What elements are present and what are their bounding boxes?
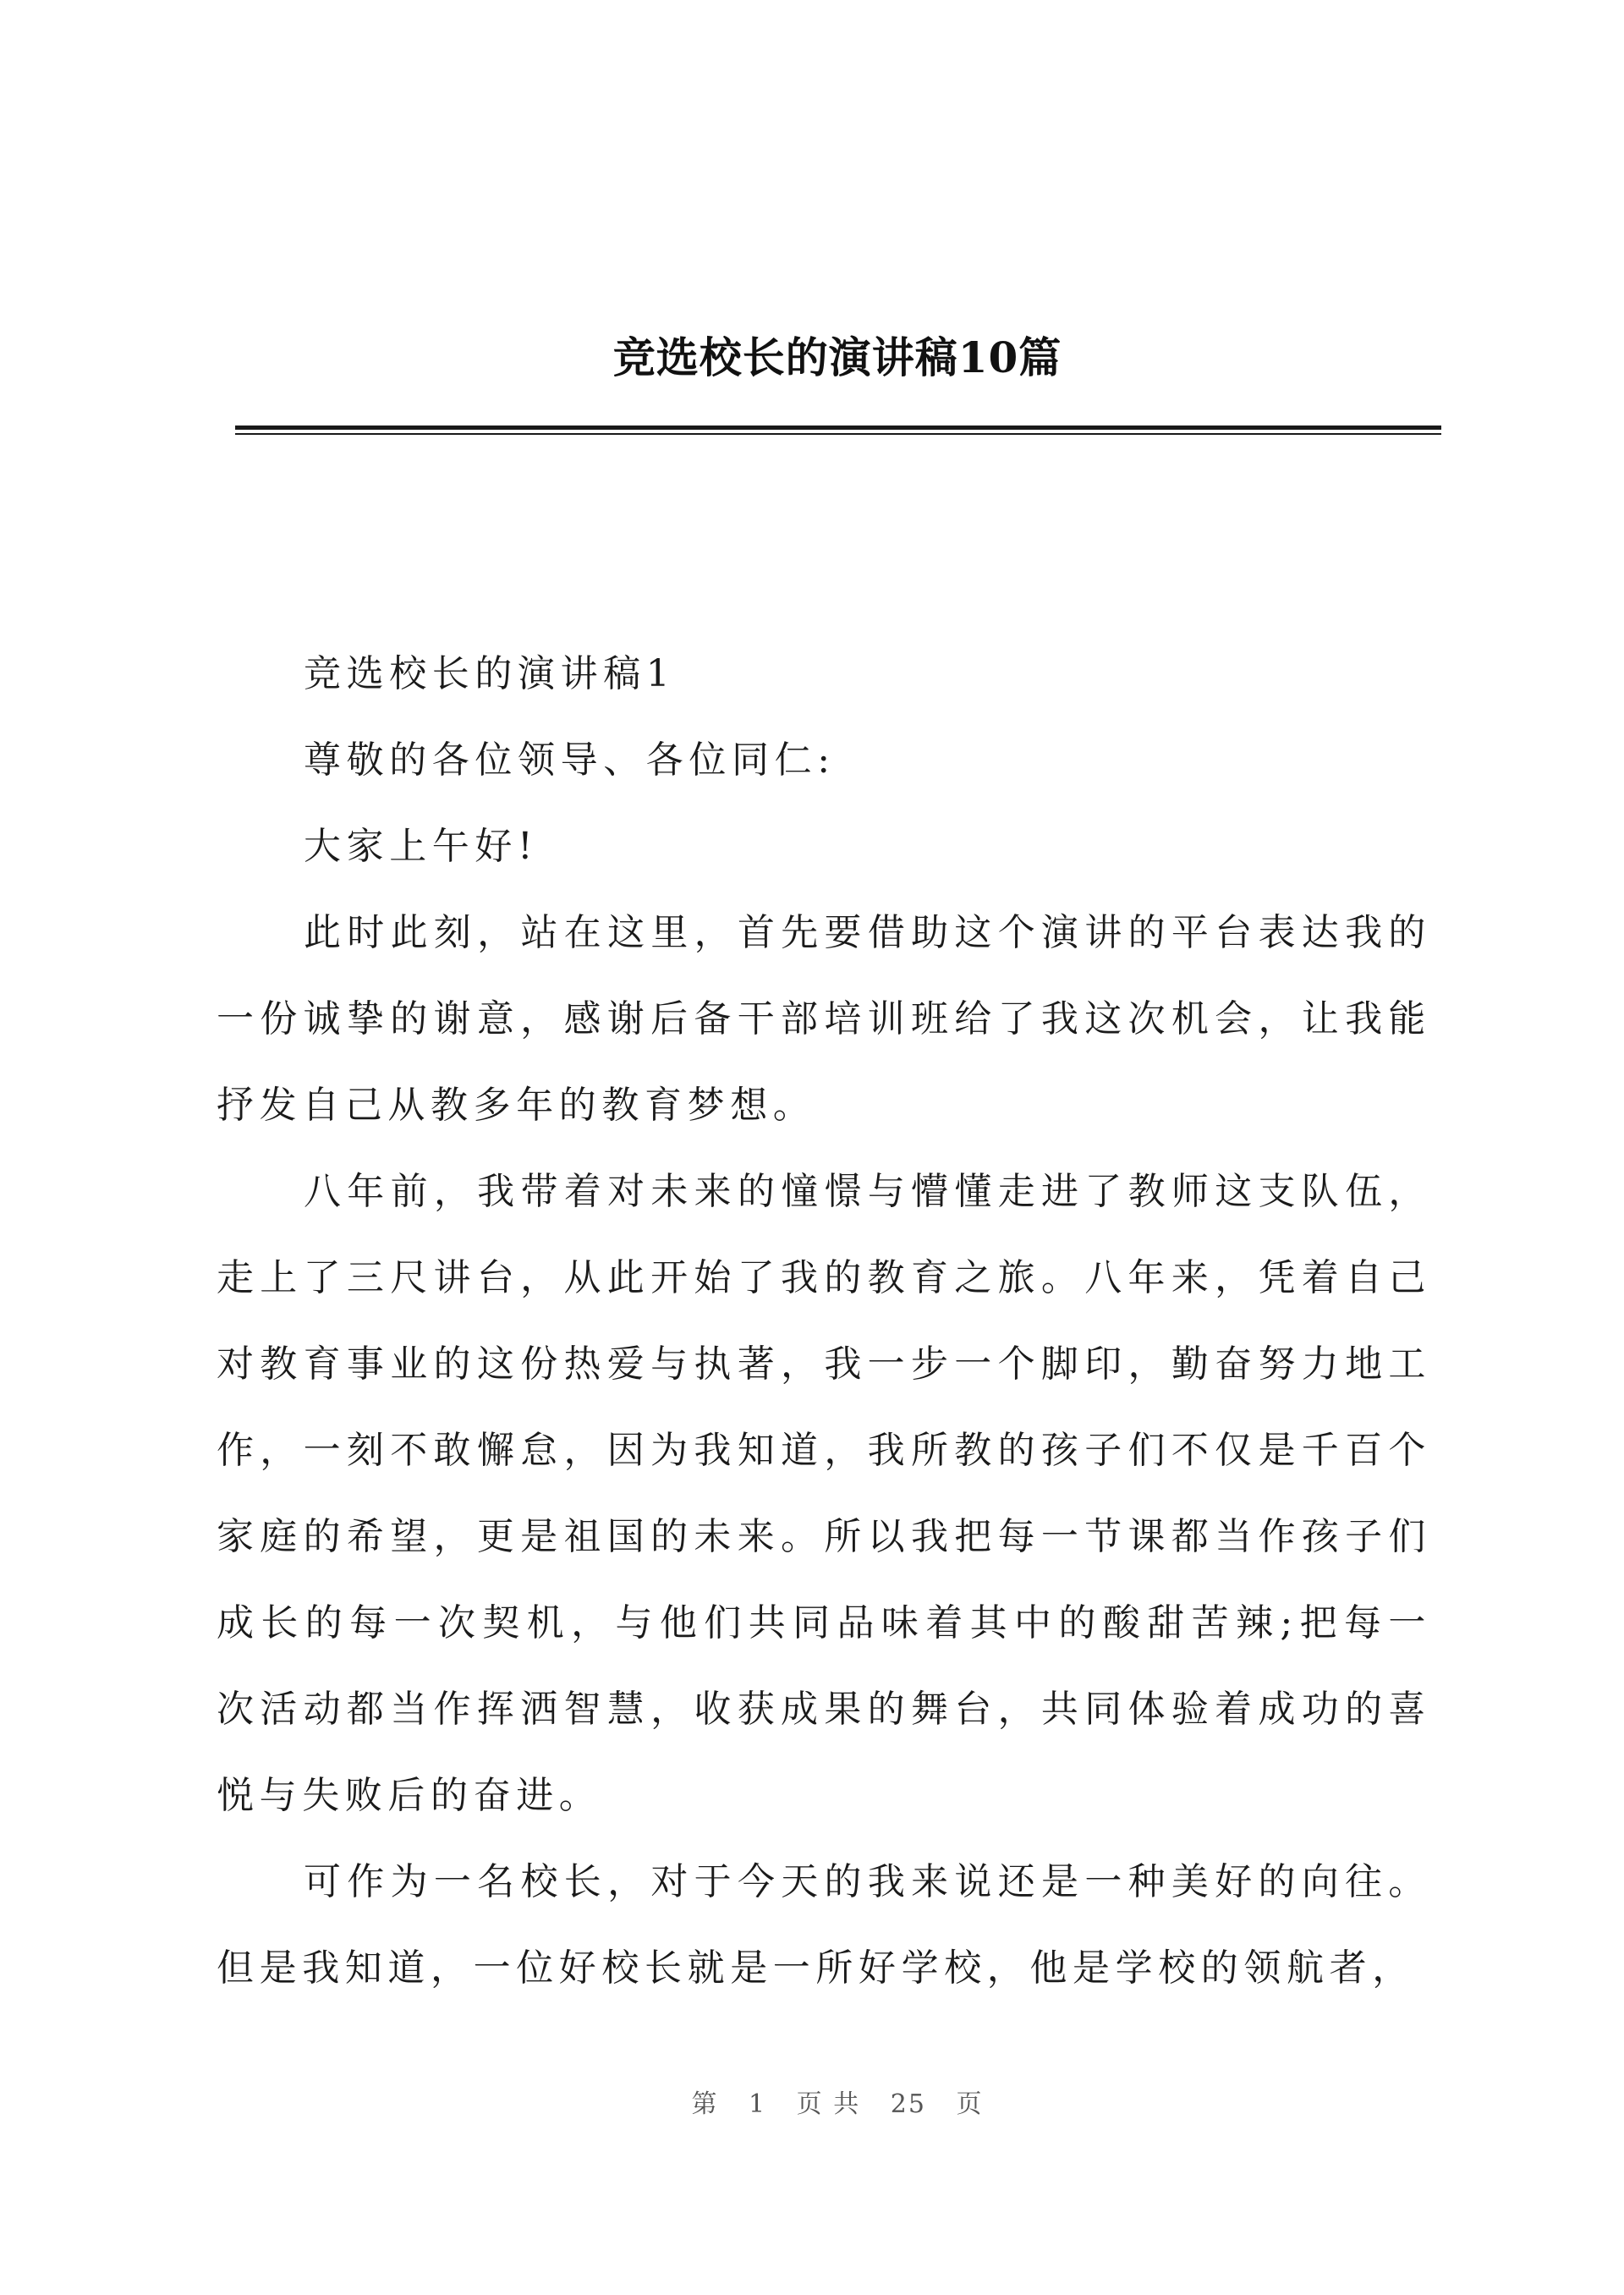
body-paragraph: 八年前，我带着对未来的憧憬与懵懂走进了教师这支队伍，走上了三尺讲台，从此开始了我的教育之旅。八年来，凭着自己对教育事业的这份热爱与执著，我一步一个脚印，勤奋努力地工作，一刻不敢懈怠，因为我知道，我所教的孩子们不仅是千百个家庭的希望，更是祖国的未来。所以我把每一节课都当作孩子们成长的每一次契机，与他们共同品味着其中的酸甜苦辣;把每一次活动都当作挥洒智慧，收获成果的舞台，共同体验着成功的喜悦与失败后的奋进。	[217, 1170, 1431, 1817]
document-title: 竞选校长的演讲稿10篇	[612, 332, 1062, 382]
footer-label-page: 第	[691, 2089, 719, 2119]
footer-current-page: 1	[749, 2089, 767, 2119]
body-paragraph: 可作为一名校长，对于今天的我来说还是一种美好的向往。但是我知道，一位好校长就是一所好学校，他是学校的领航者，	[217, 1860, 1431, 1990]
footer-total-pages: 25	[890, 2089, 926, 2119]
document-body	[217, 631, 1431, 2012]
footer-label-end: 页	[956, 2089, 984, 2119]
title-double-rule	[235, 426, 1441, 435]
footer-label-of: 页 共	[796, 2089, 861, 2119]
greeting: 大家上午好!	[304, 825, 539, 868]
section-heading: 竞选校长的演讲稿1	[304, 652, 676, 695]
page-footer	[0, 2083, 1624, 2120]
salutation: 尊敬的各位领导、各位同仁:	[304, 738, 836, 782]
body-paragraph: 此时此刻，站在这里，首先要借助这个演讲的平台表达我的一份诚挚的谢意，感谢后备干部培训班给了我这次机会，让我能抒发自己从教多年的教育梦想。	[217, 911, 1431, 1127]
title-rule-thin	[235, 433, 1441, 435]
title-rule-thick	[235, 426, 1441, 430]
